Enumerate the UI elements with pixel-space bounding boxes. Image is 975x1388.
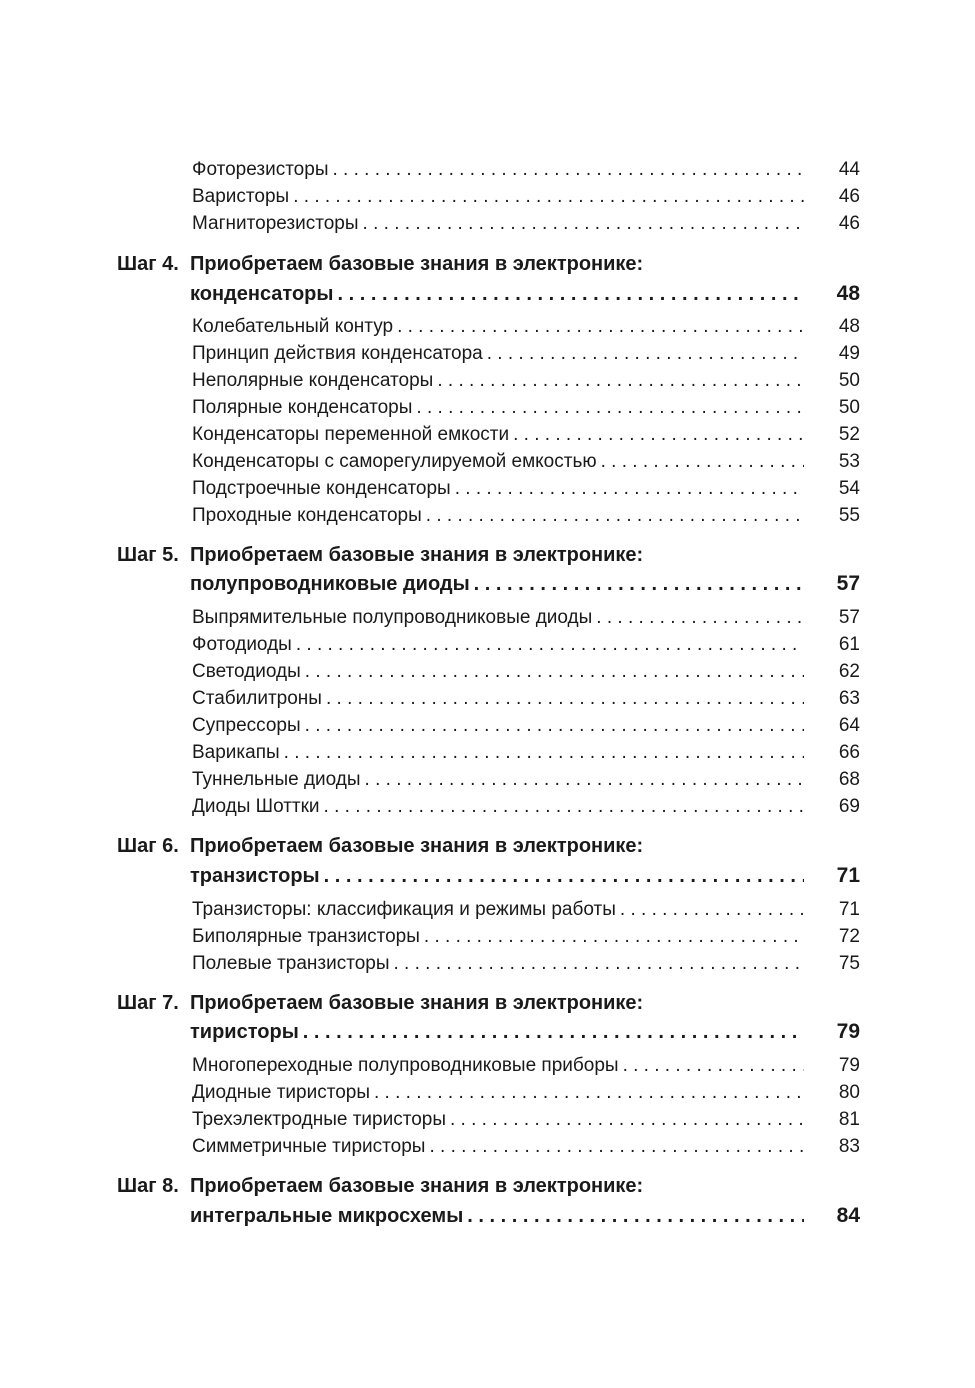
dot-leader <box>305 715 804 737</box>
dot-leader <box>284 742 804 764</box>
entry-title: Варикапы <box>192 742 280 763</box>
page-number: 53 <box>838 451 860 472</box>
page-number: 61 <box>838 634 860 655</box>
page-number: 50 <box>838 370 860 391</box>
toc-entry[interactable] <box>192 474 860 500</box>
page-number: 71 <box>836 864 860 887</box>
step-label: Шаг 5. <box>117 544 179 566</box>
page-number: 68 <box>838 769 860 790</box>
toc-entry[interactable] <box>192 366 860 392</box>
page-number: 75 <box>838 953 860 974</box>
dot-leader <box>397 316 804 338</box>
entry-title: Принцип действия конденсатора <box>192 343 483 364</box>
toc-entry[interactable] <box>192 312 860 338</box>
page-number: 62 <box>838 661 860 682</box>
entry-title: Конденсаторы переменной емкости <box>192 424 510 445</box>
page-number: 52 <box>838 424 860 445</box>
toc-entry[interactable] <box>192 630 860 656</box>
entry-title: Полярные конденсаторы <box>192 397 413 418</box>
entry-title: Фотодиоды <box>192 634 292 655</box>
toc-entry[interactable] <box>192 393 860 419</box>
page-number: 71 <box>838 899 860 920</box>
page-number: 80 <box>838 1082 860 1103</box>
dot-leader <box>324 796 804 818</box>
dot-leader <box>326 688 804 710</box>
entry-title: Диоды Шоттки <box>192 796 320 817</box>
page-number: 48 <box>838 316 860 337</box>
entry-title: Полевые транзисторы <box>192 953 390 974</box>
toc-entry[interactable] <box>192 339 860 365</box>
dot-leader <box>487 343 804 365</box>
page-number: 72 <box>838 926 860 947</box>
toc-entry[interactable] <box>192 738 860 764</box>
entry-title: Колебательный контур <box>192 316 394 337</box>
step-heading: Приобретаем базовые знания в электронике: <box>190 835 644 857</box>
entry-title: Симметричные тиристоры <box>192 1136 426 1157</box>
dot-leader <box>305 661 804 683</box>
entry-title: Стабилитроны <box>192 688 322 709</box>
page-number: 79 <box>838 1055 860 1076</box>
step-label: Шаг 7. <box>117 992 179 1014</box>
toc-entry[interactable] <box>192 447 860 473</box>
toc-entry[interactable] <box>192 182 860 208</box>
toc-entry[interactable] <box>192 657 860 683</box>
dot-leader <box>365 769 804 791</box>
dot-leader <box>424 926 804 948</box>
dot-leader <box>620 899 804 921</box>
step-heading-entry[interactable] <box>190 279 860 305</box>
entry-title: Выпрямительные полупроводниковые диоды <box>192 607 593 628</box>
page-number: 48 <box>836 282 860 305</box>
dot-leader <box>450 1109 804 1131</box>
entry-title: Подстроечные конденсаторы <box>192 478 451 499</box>
page-number: 83 <box>838 1136 860 1157</box>
step-label: Шаг 6. <box>117 835 179 857</box>
dot-leader <box>332 159 804 181</box>
page-number: 79 <box>836 1020 860 1043</box>
toc-entry[interactable] <box>192 209 860 235</box>
step-label: Шаг 8. <box>117 1175 179 1197</box>
page-number: 54 <box>838 478 860 499</box>
step-heading: Приобретаем базовые знания в электронике: <box>190 253 644 275</box>
dot-leader <box>596 607 804 629</box>
section-title: конденсаторы <box>190 283 334 305</box>
dot-leader <box>467 1205 804 1227</box>
dot-leader <box>337 283 804 305</box>
step-heading-entry[interactable] <box>190 569 860 595</box>
toc-entry[interactable] <box>192 603 860 629</box>
step-heading: Приобретаем базовые знания в электронике: <box>190 544 644 566</box>
step-heading-entry[interactable] <box>190 1201 860 1227</box>
page-number: 50 <box>838 397 860 418</box>
page-number: 63 <box>838 688 860 709</box>
entry-title: Конденсаторы с саморегулируемой емкостью <box>192 451 597 472</box>
step-heading-entry[interactable] <box>190 861 860 887</box>
dot-leader <box>513 424 804 446</box>
page-number: 46 <box>838 186 860 207</box>
toc-entry[interactable] <box>192 1132 860 1158</box>
toc-entry[interactable] <box>192 1105 860 1131</box>
dot-leader <box>296 634 804 656</box>
dot-leader <box>324 865 804 887</box>
entry-title: Туннельные диоды <box>192 769 361 790</box>
toc-entry[interactable] <box>192 922 860 948</box>
section-title: транзисторы <box>190 865 320 887</box>
entry-title: Биполярные транзисторы <box>192 926 420 947</box>
entry-title: Светодиоды <box>192 661 301 682</box>
entry-title: Многопереходные полупроводниковые приборы <box>192 1055 619 1076</box>
entry-title: Проходные конденсаторы <box>192 505 422 526</box>
section-title: интегральные микросхемы <box>190 1205 464 1227</box>
toc-entry[interactable] <box>192 949 860 975</box>
dot-leader <box>601 451 804 473</box>
dot-leader <box>293 186 804 208</box>
entry-title: Варисторы <box>192 186 290 207</box>
dot-leader <box>374 1082 804 1104</box>
section-title: полупроводниковые диоды <box>190 573 470 595</box>
page-number: 55 <box>838 505 860 526</box>
toc-entry[interactable] <box>192 420 860 446</box>
dot-leader <box>416 397 804 419</box>
toc-entry[interactable] <box>192 792 860 818</box>
page-number: 57 <box>838 607 860 628</box>
toc-entry[interactable] <box>192 1078 860 1104</box>
page-number: 57 <box>836 572 860 595</box>
toc-entry[interactable] <box>192 684 860 710</box>
dot-leader <box>623 1055 804 1077</box>
dot-leader <box>474 573 804 595</box>
toc-entry[interactable] <box>192 155 860 181</box>
toc-entry[interactable] <box>192 711 860 737</box>
section-title: тиристоры <box>190 1021 299 1043</box>
toc-entry[interactable] <box>192 895 860 921</box>
page-number: 66 <box>838 742 860 763</box>
step-heading: Приобретаем базовые знания в электронике: <box>190 992 644 1014</box>
entry-title: Фоторезисторы <box>192 159 329 180</box>
dot-leader <box>426 505 804 527</box>
step-heading: Приобретаем базовые знания в электронике: <box>190 1175 644 1197</box>
toc-entry[interactable] <box>192 1051 860 1077</box>
dot-leader <box>437 370 804 392</box>
dot-leader <box>363 213 804 235</box>
toc-entry[interactable] <box>192 501 860 527</box>
entry-title: Супрессоры <box>192 715 301 736</box>
dot-leader <box>394 953 805 975</box>
dot-leader <box>429 1136 804 1158</box>
step-heading-entry[interactable] <box>190 1017 860 1043</box>
dot-leader <box>455 478 804 500</box>
toc-entry[interactable] <box>192 765 860 791</box>
page-number: 46 <box>838 213 860 234</box>
entry-title: Диодные тиристоры <box>192 1082 370 1103</box>
page-number: 84 <box>836 1204 860 1227</box>
entry-title: Неполярные конденсаторы <box>192 370 434 391</box>
page-number: 44 <box>838 159 860 180</box>
entry-title: Транзисторы: классификация и режимы работы <box>192 899 616 920</box>
step-label: Шаг 4. <box>117 253 179 275</box>
page-number: 64 <box>838 715 860 736</box>
page-number: 81 <box>838 1109 860 1130</box>
entry-title: Трехэлектродные тиристоры <box>192 1109 446 1130</box>
page-number: 69 <box>838 796 860 817</box>
page-number: 49 <box>838 343 860 364</box>
dot-leader <box>303 1021 804 1043</box>
entry-title: Магниторезисторы <box>192 213 359 234</box>
